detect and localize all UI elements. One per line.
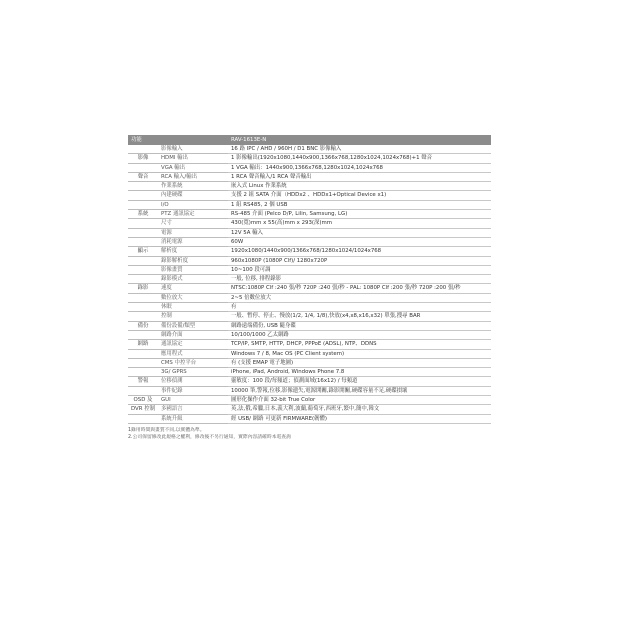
table-row: [128, 163, 491, 172]
spec-label-cell: 3G/ GPRS: [158, 368, 228, 377]
spec-label-cell: 錄影解析度: [158, 256, 228, 265]
table-row: [128, 145, 491, 154]
category-cell: [128, 163, 158, 172]
spec-value-cell: 430(寬)mm x 55(高)mm x 293(深)mm: [228, 219, 491, 228]
table-row: [128, 330, 491, 339]
spec-value-cell: NTSC:1080P Clf :240 張/秒 720P :240 張/秒 - PAL: 1080P Clf :200 張/秒 720P :200 張/秒: [228, 284, 491, 293]
spec-value-cell: 1 影像輸出(1920x1080,1440x900,1366x768,1280x1024,1024x768)+1 聲音: [228, 154, 491, 163]
spec-value-cell: RS-485 介面 (Pelco D/P, Lilin, Samsung, LG): [228, 210, 491, 219]
table-row: [128, 191, 491, 200]
category-cell: 影像: [128, 154, 158, 163]
spec-value-cell: 圖形化操作介面 32-bit True Color: [228, 396, 491, 405]
spec-label-cell: 系統升級: [158, 414, 228, 423]
table-row: [128, 247, 491, 256]
footnote-2: 2.公司保留修改此規格之權利，修改後不另行通知，實際內容請確時本電查詢: [128, 434, 291, 440]
table-row: [128, 284, 491, 293]
spec-value-cell: 網路遠端備份, USB 隨身碟: [228, 321, 491, 330]
spec-value-cell: 10~100 段可調: [228, 265, 491, 274]
category-cell: [128, 358, 158, 367]
spec-value-cell: 一般、暫停、停止、慢放(1/2, 1/4, 1/8),快放(x4,x8,x16,x32) 單張,搜尋 BAR: [228, 312, 491, 321]
category-cell: 聲音: [128, 172, 158, 181]
spec-value-cell: 16 路 IPC / AHD / 960H / D1 BNC 影像輸入: [228, 145, 491, 154]
table-row: [128, 312, 491, 321]
category-cell: [128, 200, 158, 209]
table-row: [128, 200, 491, 209]
footnotes: [128, 427, 491, 441]
category-cell: 系統: [128, 210, 158, 219]
spec-value-cell: 1 RCA 聲音輸入/1 RCA 聲音輸出: [228, 172, 491, 181]
spec-label-cell: 錄影模式: [158, 275, 228, 284]
spec-value-cell: 嵌入式 Linux 作業系統: [228, 182, 491, 191]
spec-label-cell: 數位放大: [158, 293, 228, 302]
spec-label-cell: VGA 輸出: [158, 163, 228, 172]
category-cell: [128, 275, 158, 284]
category-cell: [128, 191, 158, 200]
spec-value-cell: 60W: [228, 237, 491, 246]
table-row: [128, 293, 491, 302]
category-cell: 顯示: [128, 247, 158, 256]
spec-value-cell: iPhone, iPad, Android, Windows Phone 7.8: [228, 368, 491, 377]
spec-label-cell: 尺寸: [158, 219, 228, 228]
category-cell: 警報: [128, 377, 158, 386]
spec-label-cell: 電源: [158, 228, 228, 237]
spec-label-cell: 影像輸入: [158, 145, 228, 154]
category-cell: [128, 414, 158, 423]
spec-sheet: [128, 135, 491, 441]
spec-label-cell: 內建硬碟: [158, 191, 228, 200]
table-row: [128, 154, 491, 163]
spec-label-cell: RCA 輸入/輸出: [158, 172, 228, 181]
table-row: [128, 182, 491, 191]
spec-label-cell: I/O: [158, 200, 228, 209]
category-cell: OSD 及: [128, 396, 158, 405]
category-cell: [128, 330, 158, 339]
spec-value-cell: 一般, 位移, 排程錄影: [228, 275, 491, 284]
category-cell: [128, 293, 158, 302]
spec-value-cell: 有 (支援 EMAP 電子地圖): [228, 358, 491, 367]
spec-label-cell: 應用程式: [158, 349, 228, 358]
table-row: [128, 210, 491, 219]
spec-label-cell: 位移偵測: [158, 377, 228, 386]
footnote-1: 1錄用時間與畫質不同,以實體為準。: [128, 427, 205, 433]
spec-label-cell: 通訊協定: [158, 340, 228, 349]
spec-value-cell: 英,法,俄,希臘,日本,義大利,波蘭,葡萄牙,西班牙,繁中,簡中,韓文: [228, 405, 491, 414]
category-cell: 錄影: [128, 284, 158, 293]
category-cell: [128, 368, 158, 377]
table-row: [128, 303, 491, 312]
table-header-row: [128, 135, 491, 145]
spec-label-cell: 速度: [158, 284, 228, 293]
category-cell: DVR 控制: [128, 405, 158, 414]
category-cell: [128, 237, 158, 246]
category-cell: 備份: [128, 321, 158, 330]
spec-label-cell: 作業系統: [158, 182, 228, 191]
spec-value-cell: 960x1080P (1080P Clf)/ 1280x720P: [228, 256, 491, 265]
table-row: [128, 358, 491, 367]
category-cell: [128, 349, 158, 358]
spec-label-cell: 事件紀錄: [158, 386, 228, 395]
header-model-label: RAV-1613E-N: [228, 135, 491, 145]
category-cell: [128, 265, 158, 274]
table-row: [128, 275, 491, 284]
header-blank-cell: [158, 135, 228, 145]
table-row: [128, 172, 491, 181]
header-function-label: 功能: [128, 135, 158, 145]
spec-value-cell: 靈敏度：100 段/每頻道；偵測面域(16x12) / 每頻道: [228, 377, 491, 386]
category-cell: 網路: [128, 340, 158, 349]
category-cell: [128, 386, 158, 395]
spec-value-cell: 有: [228, 303, 491, 312]
table-row: [128, 265, 491, 274]
table-row: [128, 368, 491, 377]
spec-value-cell: TCP/IP, SMTP, HTTP, DHCP, PPPoE (ADSL), NTP、DDNS: [228, 340, 491, 349]
category-cell: [128, 303, 158, 312]
spec-value-cell: 12V 5A 輸入: [228, 228, 491, 237]
spec-label-cell: GUI: [158, 396, 228, 405]
spec-label-cell: PTZ 通訊協定: [158, 210, 228, 219]
spec-label-cell: 休眠: [158, 303, 228, 312]
spec-value-cell: 支援 2 組 SATA 介面（HDDx2 、HDDx1+Optical Device x1): [228, 191, 491, 200]
spec-label-cell: 網路介面: [158, 330, 228, 339]
spec-value-cell: 10000 筆,警報,位移,影像遺失,電源開關,錄影開關,硬碟容量不足,硬碟損壞: [228, 386, 491, 395]
spec-value-cell: 1 組 RS485, 2 個 USB: [228, 200, 491, 209]
table-row: [128, 256, 491, 265]
table-row: [128, 340, 491, 349]
spec-label-cell: 多國語言: [158, 405, 228, 414]
spec-value-cell: 1 VGA 輸出：1440x900,1366x768,1280x1024,1024x768: [228, 163, 491, 172]
table-row: [128, 349, 491, 358]
spec-value-cell: Windows 7 / 8, Mac OS (PC Client system): [228, 349, 491, 358]
spec-value-cell: 10/100/1000 乙太網路: [228, 330, 491, 339]
table-row: [128, 237, 491, 246]
spec-label-cell: 控制: [158, 312, 228, 321]
spec-label-cell: 解析度: [158, 247, 228, 256]
category-cell: [128, 312, 158, 321]
table-row: [128, 219, 491, 228]
table-row: [128, 321, 491, 330]
category-cell: [128, 228, 158, 237]
table-row: [128, 405, 491, 414]
spec-value-cell: 2~5 倍數位放大: [228, 293, 491, 302]
spec-value-cell: 1920x1080/1440x900/1366x768/1280x1024/1024x768: [228, 247, 491, 256]
table-row: [128, 377, 491, 386]
category-cell: [128, 256, 158, 265]
spec-label-cell: HDMI 輸出: [158, 154, 228, 163]
category-cell: [128, 182, 158, 191]
category-cell: [128, 145, 158, 154]
table-row: [128, 228, 491, 237]
table-row: [128, 396, 491, 405]
spec-label-cell: 消耗電源: [158, 237, 228, 246]
spec-label-cell: 影像畫質: [158, 265, 228, 274]
spec-table: [128, 135, 491, 424]
spec-label-cell: 備份設備/類型: [158, 321, 228, 330]
table-row: [128, 414, 491, 423]
category-cell: [128, 219, 158, 228]
table-row: [128, 386, 491, 395]
spec-value-cell: 經 USB/ 網路 可更新 FIRMWARE(韌體): [228, 414, 491, 423]
spec-label-cell: CMS 中控平台: [158, 358, 228, 367]
